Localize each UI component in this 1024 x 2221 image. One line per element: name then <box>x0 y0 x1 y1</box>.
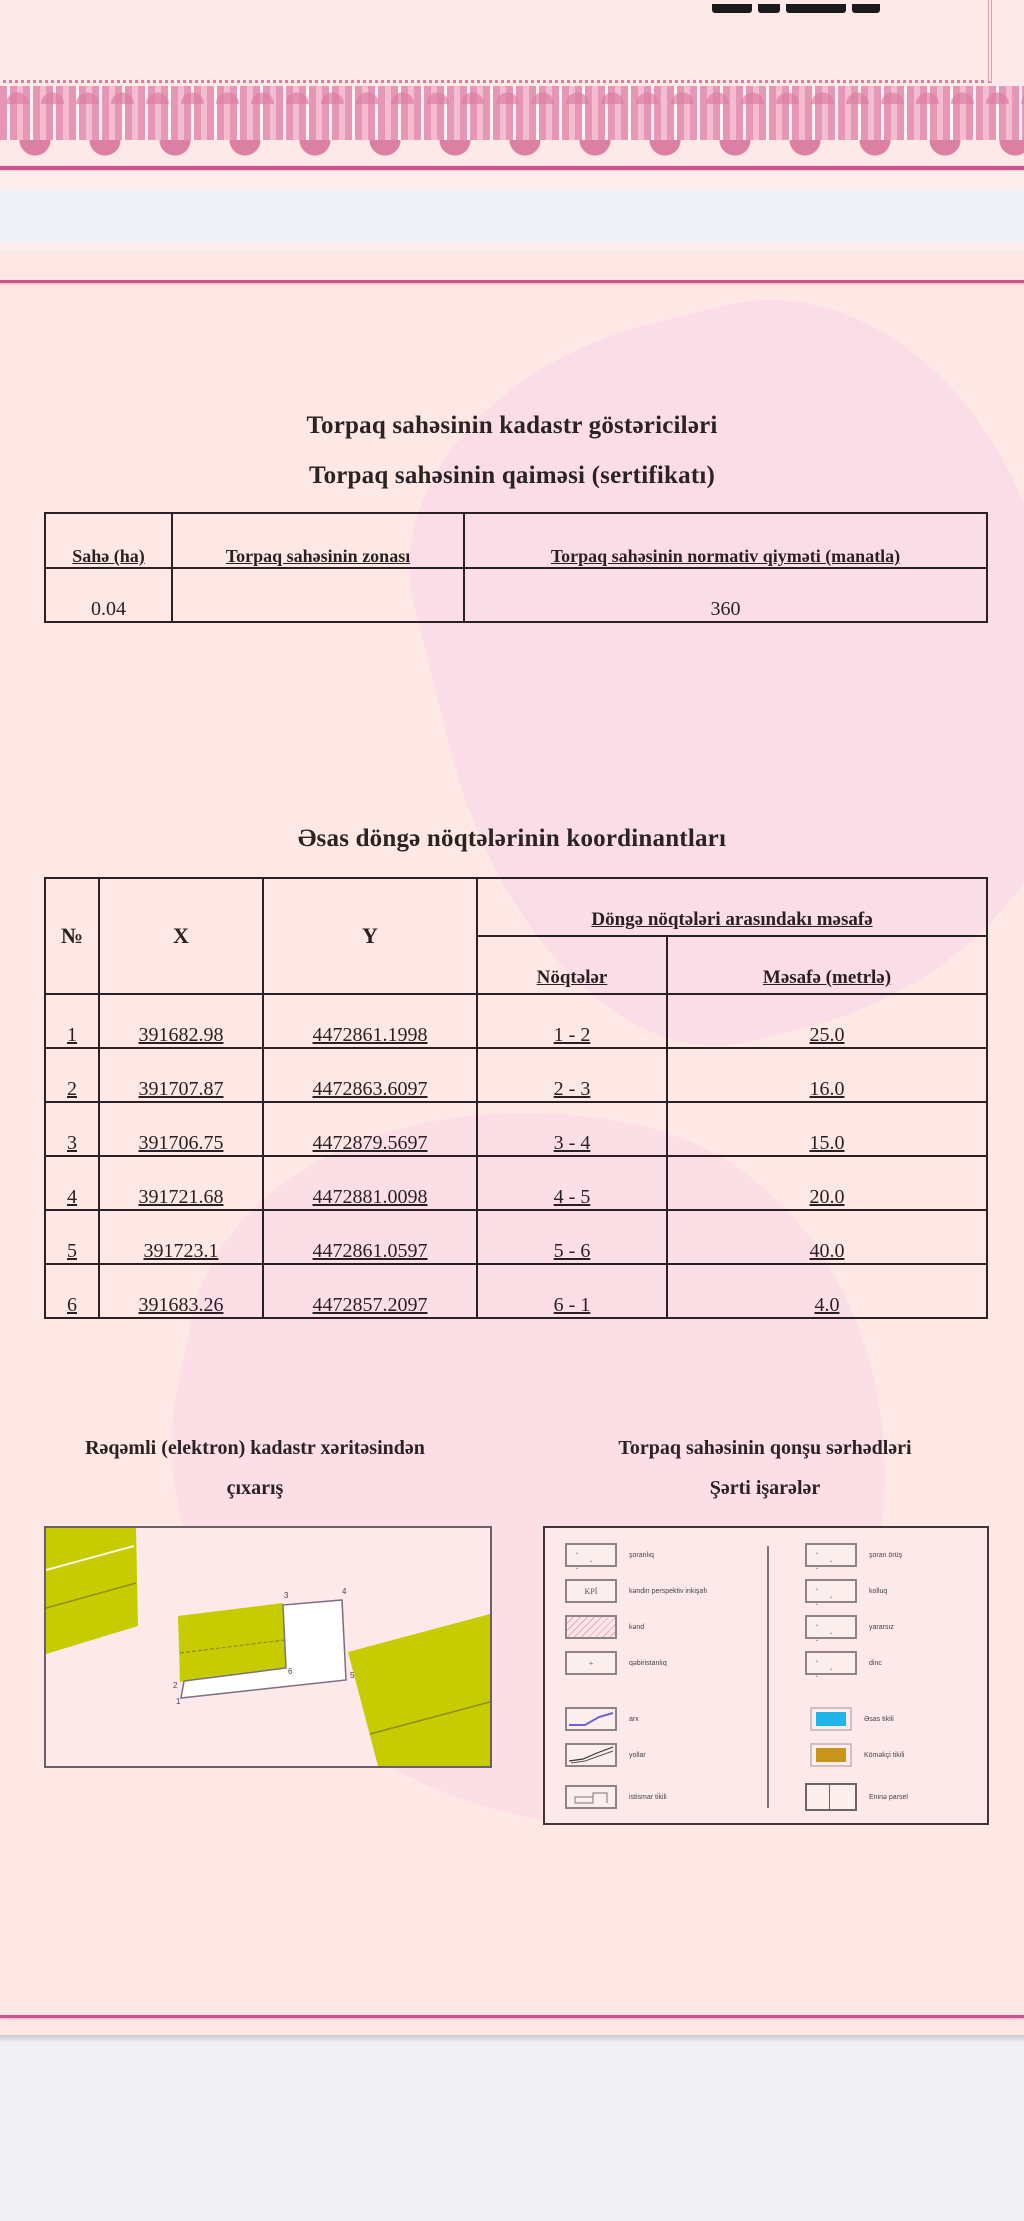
legend-symbol-dots-icon <box>805 1615 857 1639</box>
table-row <box>45 568 987 622</box>
cell-points: 6 - 1 <box>477 1264 667 1318</box>
table-row <box>45 1264 987 1318</box>
map-point-label: 3 <box>284 1591 289 1600</box>
page-shadow <box>0 2035 1024 2043</box>
neighbor-parcel-right <box>348 1614 490 1766</box>
coordinates-table-body <box>45 994 987 1318</box>
legend-item <box>565 1650 709 1676</box>
cell-y: 4472879.5697 <box>263 1102 477 1156</box>
legend-title <box>540 1428 990 1508</box>
legend-label: yararsız <box>869 1623 894 1631</box>
section-title-cadastral-indicators: Torpaq sahəsinin kadastr göstəriciləri <box>306 412 718 439</box>
map-point-label: 1 <box>176 1697 181 1706</box>
map-drawing <box>46 1528 490 1766</box>
header-normative-price: Torpaq sahəsinin normativ qiyməti (manatla) <box>464 513 987 568</box>
legend-color-swatch <box>816 1712 846 1726</box>
header-distance-group: Döngə nöqtələri arasındakı məsafə <box>477 878 987 936</box>
cell-distance: 15.0 <box>667 1102 987 1156</box>
legend-label: Köməkçi tikili <box>864 1751 905 1759</box>
cell-no: 5 <box>45 1210 99 1264</box>
legend-symbol-code-icon <box>565 1579 617 1603</box>
legend-label: kənd <box>629 1623 645 1631</box>
legend-symbol-code: KPİ <box>584 1586 598 1596</box>
legend-label: istismar tikili <box>629 1793 667 1801</box>
cell-points: 4 - 5 <box>477 1156 667 1210</box>
map-title-line-1: Rəqəmli (elektron) kadastr xəritəsindən <box>85 1437 425 1459</box>
legend-symbol-building-icon <box>565 1785 617 1809</box>
previous-page-bottom <box>0 0 1024 172</box>
table-row <box>45 1156 987 1210</box>
page-gap <box>0 172 1024 250</box>
cell-no: 6 <box>45 1264 99 1318</box>
legend-symbol-fill-icon <box>810 1743 852 1767</box>
cell-no: 4 <box>45 1156 99 1210</box>
legend-label: arx <box>629 1715 639 1723</box>
cadastral-map-extract <box>44 1526 492 1768</box>
certificate-inner-frame <box>0 0 992 83</box>
legend-item <box>805 1542 949 1568</box>
ornament-lace-bottom <box>0 140 1024 160</box>
map-point-label: 4 <box>342 1587 347 1596</box>
header-zone: Torpaq sahəsinin zonası <box>172 513 464 568</box>
cell-x: 391707.87 <box>99 1048 263 1102</box>
map-point-label: 5 <box>350 1671 355 1680</box>
map-point-label: 2 <box>173 1681 178 1690</box>
cell-points: 5 - 6 <box>477 1210 667 1264</box>
table-header-row <box>45 513 987 568</box>
cell-x: 391682.98 <box>99 994 263 1048</box>
legend-item <box>565 1742 709 1768</box>
cell-y: 4472861.0597 <box>263 1210 477 1264</box>
cell-distance: 20.0 <box>667 1156 987 1210</box>
cell-normative-price: 360 <box>464 568 987 622</box>
legend-symbol-dots-icon <box>805 1651 857 1675</box>
map-title <box>20 1428 490 1508</box>
cell-x: 391723.1 <box>99 1210 263 1264</box>
cell-distance: 4.0 <box>667 1264 987 1318</box>
cell-distance: 40.0 <box>667 1210 987 1264</box>
table-row <box>45 1210 987 1264</box>
cell-distance: 25.0 <box>667 994 987 1048</box>
map-title-line-2: çıxarış <box>226 1477 284 1499</box>
header-y: Y <box>263 878 477 994</box>
legend-symbol-dots-icon <box>805 1579 857 1603</box>
legend-symbol-fill-icon <box>810 1707 852 1731</box>
neighbor-parcel-top-left <box>46 1528 138 1654</box>
ornament-lace-top <box>0 86 1024 104</box>
table-row <box>45 1102 987 1156</box>
legend-item <box>805 1578 949 1604</box>
legend-label: Əsas tikili <box>864 1715 894 1723</box>
legend-symbol-code-icon <box>565 1651 617 1675</box>
legend-symbol-dots-icon <box>565 1543 617 1567</box>
legend-item <box>805 1742 944 1768</box>
cell-points: 3 - 4 <box>477 1102 667 1156</box>
legend-item <box>805 1650 949 1676</box>
legend-divider <box>767 1546 769 1808</box>
legend-label: Eninə parsel <box>869 1793 908 1801</box>
legend-box <box>543 1526 989 1825</box>
page-border-line-bottom <box>0 2015 1024 2018</box>
header-area: Sahə (ha) <box>45 513 172 568</box>
certificate-page <box>0 250 1024 2035</box>
cell-points: 2 - 3 <box>477 1048 667 1102</box>
legend-symbol-hatch-icon <box>565 1615 617 1639</box>
cell-x: 391721.68 <box>99 1156 263 1210</box>
cell-y: 4472861.1998 <box>263 994 477 1048</box>
decorative-ornament-border <box>0 86 1024 160</box>
cell-zone <box>172 568 464 622</box>
cell-x: 391683.26 <box>99 1264 263 1318</box>
legend-label: şoranlıq <box>629 1551 654 1559</box>
page-border-line-top <box>0 280 1024 283</box>
map-point-label: 6 <box>288 1667 293 1676</box>
legend-label: dinc <box>869 1659 882 1667</box>
legend-label: kəndin perspektiv inkişafı <box>629 1587 708 1595</box>
legend-item <box>565 1784 709 1810</box>
cell-y: 4472881.0098 <box>263 1156 477 1210</box>
legend-title-line-2: Şərti işarələr <box>709 1477 821 1499</box>
legend-item <box>805 1614 949 1640</box>
cell-y: 4472857.2097 <box>263 1264 477 1318</box>
section-subtitle-certificate: Torpaq sahəsinin qaiməsi (sertifikatı) <box>308 462 716 489</box>
cell-x: 391706.75 <box>99 1102 263 1156</box>
cell-no: 2 <box>45 1048 99 1102</box>
legend-symbol-canal-icon <box>565 1707 617 1731</box>
section-title-coordinates: Əsas döngə nöqtələrinin koordinantları <box>297 825 727 852</box>
cell-no: 1 <box>45 994 99 1048</box>
legend-item <box>805 1706 944 1732</box>
legend-item <box>565 1542 709 1568</box>
header-number: № <box>45 878 99 994</box>
legend-symbol-road-icon <box>565 1743 617 1767</box>
legend-title-line-1: Torpaq sahəsinin qonşu sərhədləri <box>618 1437 912 1459</box>
header-x: X <box>99 878 263 994</box>
legend-item <box>565 1614 709 1640</box>
legend-label: şoran örüş <box>869 1551 903 1559</box>
legend-color-swatch <box>816 1748 846 1762</box>
legend-item <box>805 1784 949 1810</box>
legend-item <box>565 1578 709 1604</box>
cadastral-indicators-table <box>44 512 988 623</box>
header-distance: Məsafə (metrlə) <box>667 936 987 994</box>
legend-label: yollar <box>629 1751 646 1759</box>
header-points: Nöqtələr <box>477 936 667 994</box>
coordinates-table <box>44 877 988 1319</box>
table-header-row <box>45 878 987 936</box>
legend-label: qəbiristanlıq <box>629 1659 667 1667</box>
cell-area: 0.04 <box>45 568 172 622</box>
legend-label: kolluq <box>869 1587 888 1595</box>
table-row <box>45 1048 987 1102</box>
cell-points: 1 - 2 <box>477 994 667 1048</box>
legend-symbol-dots-icon <box>805 1543 857 1567</box>
legend-symbol-code: + <box>588 1658 594 1668</box>
legend-symbol-split-icon <box>805 1783 857 1811</box>
cell-y: 4472863.6097 <box>263 1048 477 1102</box>
cell-distance: 16.0 <box>667 1048 987 1102</box>
page-border-line <box>0 166 1024 170</box>
cell-no: 3 <box>45 1102 99 1156</box>
table-row <box>45 994 987 1048</box>
legend-item <box>565 1706 709 1732</box>
